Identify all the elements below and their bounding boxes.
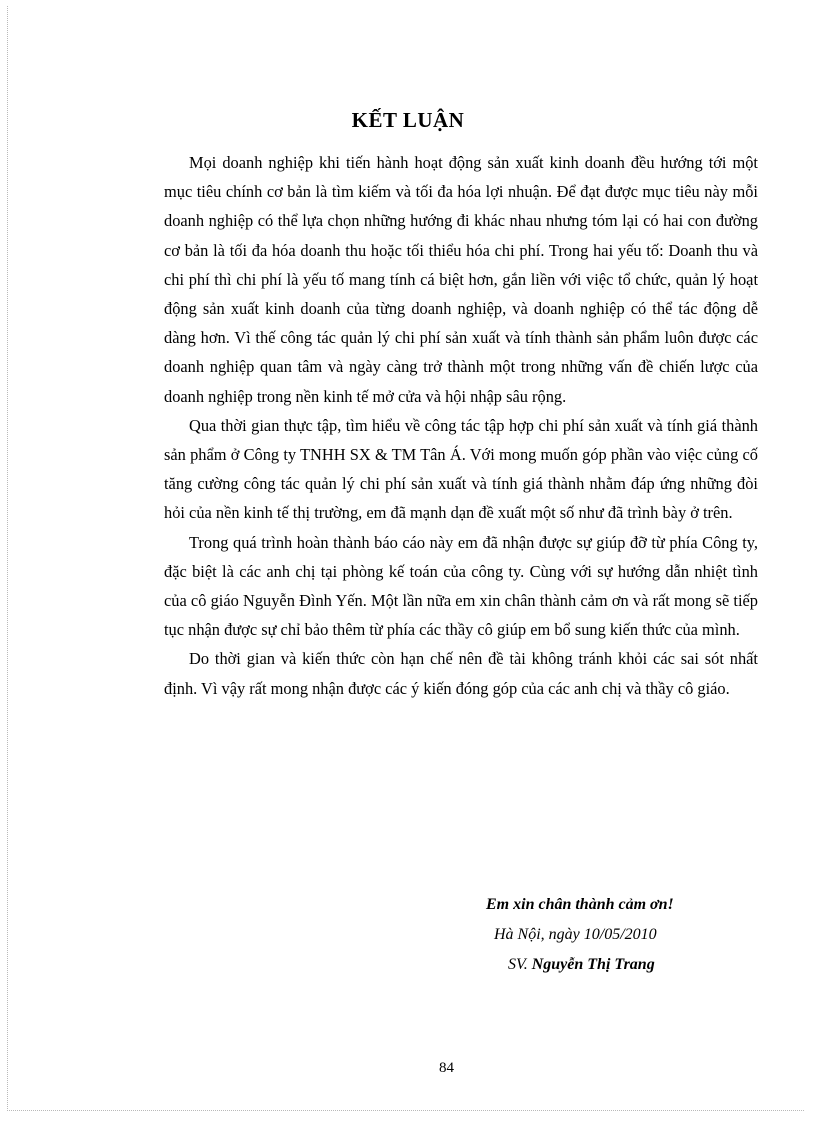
page-border-bottom xyxy=(7,1110,804,1111)
thanks-line: Em xin chân thành cảm ơn! xyxy=(486,896,674,913)
body-text xyxy=(164,148,758,703)
paragraph-1: Mọi doanh nghiệp khi tiến hành hoạt động sản xuất kinh doanh đều hướng tới một mục tiêu chính cơ bản là tìm kiếm và tối đa hóa lợi nhuận. Để đạt được mục tiêu này mỗi doanh nghiệp có thể lựa chọn những hướng đi khác nhau nhưng tóm lại có hai con đường cơ bản là tối đa hóa doanh thu hoặc tối thiểu hóa chi phí. Trong hai yếu tố: Doanh thu và chi phí thì chi phí là yếu tố mang tính cá biệt hơn, gắn liền với việc tổ chức, quản lý hoạt động sản xuất kinh doanh của từng doanh nghiệp, và doanh nghiệp có thể tác động dễ dàng hơn. Vì thế công tác quản lý chi phí sản xuất và tính thành sản phẩm luôn được các doanh nghiệp quan tâm và ngày càng trở thành một trong những vấn đề chiến lược của doanh nghiệp trong nền kinh tế mở cửa và hội nhập sâu rộng. xyxy=(164,153,758,406)
paragraph-2: Qua thời gian thực tập, tìm hiểu về công tác tập hợp chi phí sản xuất và tính giá thành sản phẩm ở Công ty TNHH SX & TM Tân Á. Với mong muốn góp phần vào việc củng cố tăng cường công tác quản lý chi phí sản xuất và tính giá thành nhằm đáp ứng những đòi hỏi của nền kinh tế thị trường, em đã mạnh dạn đề xuất một số như đã trình bày ở trên. xyxy=(164,415,758,523)
place-date-line: Hà Nội, ngày 10/05/2010 xyxy=(494,926,657,943)
paragraph-3: Trong quá trình hoàn thành báo cáo này em đã nhận được sự giúp đỡ từ phía Công ty, đặc biệt là các anh chị tại phòng kế toán của công ty. Cùng với sự hướng dẫn nhiệt tình của cô giáo Nguyễn Đình Yến. Một lần nữa em xin chân thành cảm ơn và rất mong sẽ tiếp tục nhận được sự chỉ bảo thêm từ phía các thầy cô giúp em bổ sung kiến thức của mình. xyxy=(164,532,758,640)
author-prefix: SV. xyxy=(508,956,528,973)
paragraph-4: Do thời gian và kiến thức còn hạn chế nên đề tài không tránh khỏi các sai sót nhất định. Vì vậy rất mong nhận được các ý kiến đóng góp của các anh chị và thầy cô giáo. xyxy=(164,649,758,698)
page-title: KẾT LUẬN xyxy=(351,108,465,132)
author-name: Nguyễn Thị Trang xyxy=(531,956,655,973)
author-line xyxy=(486,950,674,980)
signature-block xyxy=(486,890,674,980)
page-border-left xyxy=(7,6,8,1111)
page-number: 84 xyxy=(439,1060,454,1076)
